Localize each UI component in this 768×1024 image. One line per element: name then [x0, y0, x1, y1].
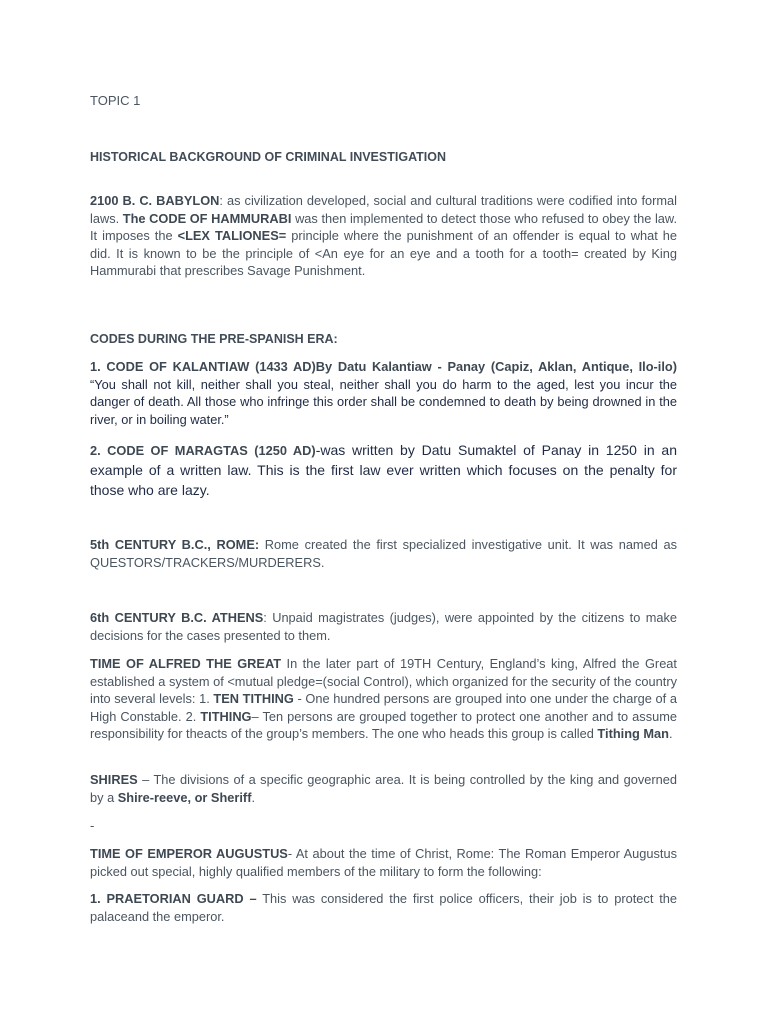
maragtas-paragraph	[90, 440, 677, 500]
sheriff: Shire-reeve, or Sheriff	[117, 789, 252, 805]
shires-paragraph	[90, 771, 677, 806]
praetorian-text: This was considered the first police officers, their job is to protect the palaceand the emperor.	[90, 891, 678, 924]
lex-taliones: <LEX TALIONES=	[177, 228, 287, 244]
augustus-text: - At about the time of Christ, Rome: The Roman Emperor Augustus picked out special, highly qualified members of the military to form the following:	[90, 846, 677, 879]
praetorian-paragraph	[90, 890, 677, 925]
rome-lead: 5th CENTURY B.C., ROME:	[90, 537, 260, 552]
alfred-text-3: – Ten persons are grouped together to protect one another and to assume responsibility for theacts of the group’s members. The one who heads this group is called	[90, 708, 677, 742]
alfred-text-2: - One hundred persons are grouped into one under the charge of a High Constable. 2.	[90, 691, 677, 724]
augustus-paragraph	[90, 845, 677, 880]
athens-paragraph	[90, 609, 677, 644]
kalantiaw-lead: 1. CODE OF KALANTIAW (1433 AD)By Datu Kalantiaw - Panay (Capiz, Aklan, Antique, Ilo-ilo)	[90, 359, 677, 374]
shires-text-2: .	[251, 789, 256, 805]
maragtas-text: -was written by Datu Sumaktel of Panay in 1250 in an example of a written law. This is the first law ever written which focuses on the penalty for those who are lazy.	[90, 442, 677, 498]
augustus-lead: TIME OF EMPEROR AUGUSTUS	[90, 846, 288, 861]
ten-tithing: TEN TITHING	[213, 691, 294, 707]
alfred-lead: TIME OF ALFRED THE GREAT	[90, 656, 282, 671]
praetorian-lead: 1. PRAETORIAN GUARD –	[90, 891, 257, 906]
dash-separator: -	[90, 818, 95, 833]
kalantiaw-text: “You shall not kill, neither shall you steal, neither shall you do harm to the aged, lest you incur the danger of death. All those who infringe this order shall be condemned to death by being drowned in the river, or in boiling water.”	[90, 376, 677, 427]
shires-lead: SHIRES	[90, 772, 138, 787]
alfred-text-1: In the later part of 19TH Century, England’s king, Alfred the Great established a system of <mutual pledge=(social Control), which organized for the security of the country into several levels: 1.	[90, 656, 677, 707]
babylon-lead: 2100 B. C. BABYLON	[90, 193, 220, 208]
athens-text: : Unpaid magistrates (judges), were appointed by the citizens to make decisions for the cases presented to them.	[90, 610, 677, 643]
maragtas-lead: 2. CODE OF MARAGTAS (1250 AD)	[90, 443, 316, 458]
rome-paragraph	[90, 536, 677, 571]
babylon-text-2: was then implemented to detect those who refused to obey the law. It imposes the	[90, 210, 678, 244]
alfred-paragraph	[90, 655, 677, 743]
shires-text-1: – The divisions of a specific geographic area. It is being controlled by the king and governed by a	[90, 772, 677, 805]
tithing: TITHING	[200, 708, 252, 724]
athens-lead: 6th CENTURY B.C. ATHENS	[90, 610, 264, 625]
kalantiaw-paragraph	[90, 358, 677, 428]
topic-label: TOPIC 1	[90, 93, 141, 108]
tithing-man: Tithing Man	[597, 726, 669, 742]
document-title: HISTORICAL BACKGROUND OF CRIMINAL INVESTIGATION	[90, 150, 447, 164]
babylon-paragraph	[90, 192, 677, 280]
alfred-text-4: .	[668, 726, 673, 742]
pre-spanish-heading: CODES DURING THE PRE-SPANISH ERA:	[90, 332, 338, 346]
babylon-text-1: : as civilization developed, social and cultural traditions were codified into formal laws.	[90, 193, 677, 226]
babylon-text-3: principle where the punishment of an offender is equal to what he did. It is known to be the principle of <An eye for an eye and a tooth for a tooth= created by King Hammurabi that prescribes Savage Punishment.	[90, 228, 678, 279]
hammurabi-code: The CODE OF HAMMURABI	[122, 210, 292, 226]
rome-text: Rome created the first specialized investigative unit. It was named as QUESTORS/TRACKERS/MURDERERS.	[90, 537, 678, 570]
